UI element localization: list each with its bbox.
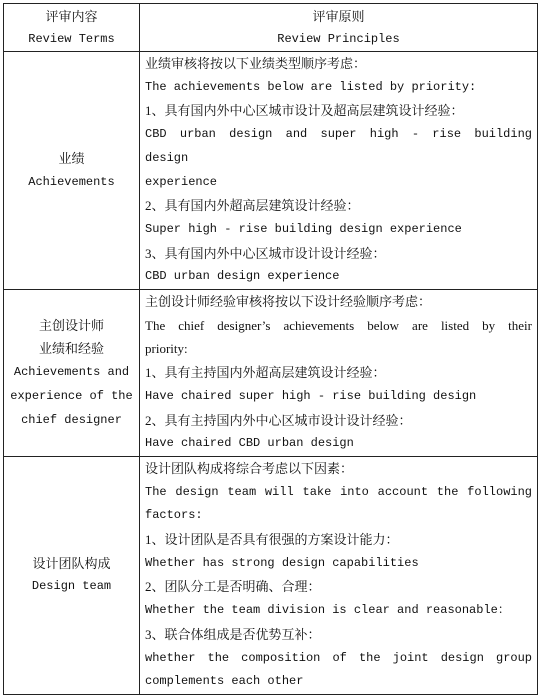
- term-chief-designer: [4, 290, 140, 457]
- term-label-line: Achievements and: [13, 365, 130, 380]
- principle-line: factors:: [145, 508, 203, 523]
- principle-line: 2、团队分工是否明确、合理：: [145, 579, 321, 595]
- principle-line: 设计团队构成将综合考虑以下因素：: [145, 460, 354, 476]
- term-label-line: 业绩: [58, 150, 85, 166]
- header-col2-zh: 评审原则: [312, 8, 365, 24]
- row-chief-designer: [4, 290, 538, 457]
- term-label-line: experience of the: [10, 388, 133, 403]
- principle-achievements: [140, 52, 538, 290]
- principle-chief-designer: [140, 290, 538, 457]
- term-label-line: Design team: [31, 579, 112, 594]
- principle-line: whether the composition of the joint design group: [145, 650, 532, 665]
- principle-line: Super high - rise building design experience: [145, 221, 462, 236]
- principle-line: The design team will take into account the following: [145, 484, 532, 499]
- principle-line: 3、联合体组成是否优势互补：: [145, 626, 321, 642]
- principle-line: The chief designer’s achievements below are listed by their: [145, 317, 532, 333]
- principle-line: 业绩审核将按以下业绩类型顺序考虑：: [145, 56, 367, 71]
- principle-design-team: [140, 456, 538, 694]
- term-design-team: [4, 456, 140, 694]
- header-col1-en: Review Terms: [28, 31, 115, 46]
- principle-line: CBD urban design experience: [145, 269, 340, 284]
- term-label-line: 主创设计师: [38, 317, 104, 333]
- term-label-line: 业绩和经验: [38, 341, 104, 357]
- principle-line: 1、具有主持国内外超高层建筑设计经验：: [145, 365, 386, 381]
- row-design-team: [4, 456, 538, 694]
- header-col2-en: Review Principles: [277, 31, 400, 46]
- header-row: [4, 4, 538, 52]
- header-review-terms: [4, 4, 140, 52]
- principle-line: CBD urban design and super high - rise building design: [145, 127, 532, 165]
- principle-line: 3、具有国内外中心区城市设计设计经验：: [145, 245, 386, 261]
- principle-line: 2、具有主持国内外中心区城市设计设计经验：: [145, 412, 412, 428]
- principle-line: 主创设计师经验审核将按以下设计经验顺序考虑：: [145, 294, 432, 310]
- principle-line: 1、设计团队是否具有很强的方案设计能力：: [145, 532, 399, 548]
- principle-line: experience: [145, 174, 218, 189]
- review-criteria-table: [3, 3, 538, 695]
- row-achievements: [4, 52, 538, 290]
- term-label-line: chief designer: [21, 412, 122, 427]
- header-review-principles: [140, 4, 538, 52]
- principle-line: Have chaired super high - rise building design: [145, 388, 477, 403]
- term-achievements: [4, 52, 140, 290]
- header-col1-zh: 评审内容: [45, 8, 98, 24]
- principle-line: 1、具有国内外中心区城市设计及超高层建筑设计经验：: [145, 103, 464, 119]
- principle-line: 2、具有国内外超高层建筑设计经验：: [145, 198, 360, 214]
- principle-line: The achievements below are listed by priority:: [145, 79, 477, 94]
- principle-line: Have chaired CBD urban design: [145, 436, 354, 451]
- principle-line: Whether the team division is clear and reasonable：: [145, 603, 510, 618]
- principle-line: priority:: [145, 341, 188, 357]
- principle-line: complements each other: [145, 674, 304, 689]
- term-label-line: 设计团队构成: [32, 555, 111, 571]
- term-label-line: Achievements: [28, 174, 115, 189]
- principle-line: Whether has strong design capabilities: [145, 555, 419, 570]
